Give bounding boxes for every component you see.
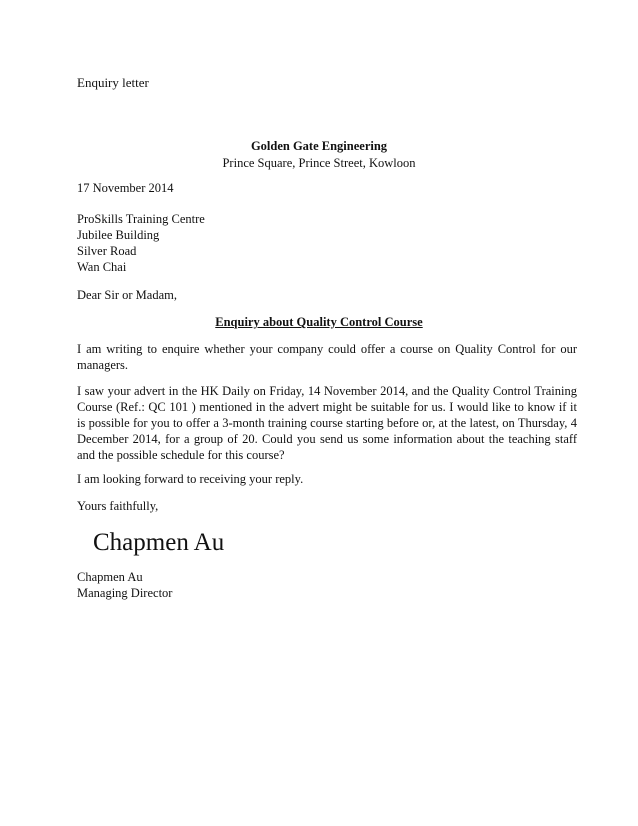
signer-title: Managing Director — [77, 586, 173, 600]
recipient-line: ProSkills Training Centre — [77, 212, 205, 226]
recipient-line: Silver Road — [77, 244, 137, 258]
signer-name: Chapmen Au — [77, 570, 143, 584]
sender-address: Prince Square, Prince Street, Kowloon — [222, 156, 416, 170]
recipient-line: Jubilee Building — [77, 228, 160, 242]
body-paragraph: I am writing to enquire whether your company could offer a course on Quality Control for our managers. — [77, 342, 577, 372]
recipient-line: Wan Chai — [77, 260, 127, 274]
salutation: Dear Sir or Madam, — [77, 288, 177, 302]
subject-line: Enquiry about Quality Control Course — [215, 315, 423, 329]
recipient-address-block — [77, 211, 205, 275]
body-paragraph: I am looking forward to receiving your reply. — [77, 472, 304, 486]
document-type-label: Enquiry letter — [77, 75, 149, 90]
sender-company-name: Golden Gate Engineering — [250, 139, 388, 153]
complimentary-close: Yours faithfully, — [77, 499, 159, 513]
signature: Chapmen Au — [93, 529, 225, 556]
body-paragraph: I saw your advert in the HK Daily on Friday, 14 November 2014, and the Quality Control Training Course (Ref.: QC 101 ) mentioned in the advert might be suitable for us. I would like to know if it is possible for you to offer a 3-month training course starting before or, at the latest, on Thursday, 4 December 2014, for a group of 20. Could you send us some information about the teaching staff and the possible schedule for this course? — [77, 384, 577, 462]
letter-date: 17 November 2014 — [77, 181, 174, 195]
